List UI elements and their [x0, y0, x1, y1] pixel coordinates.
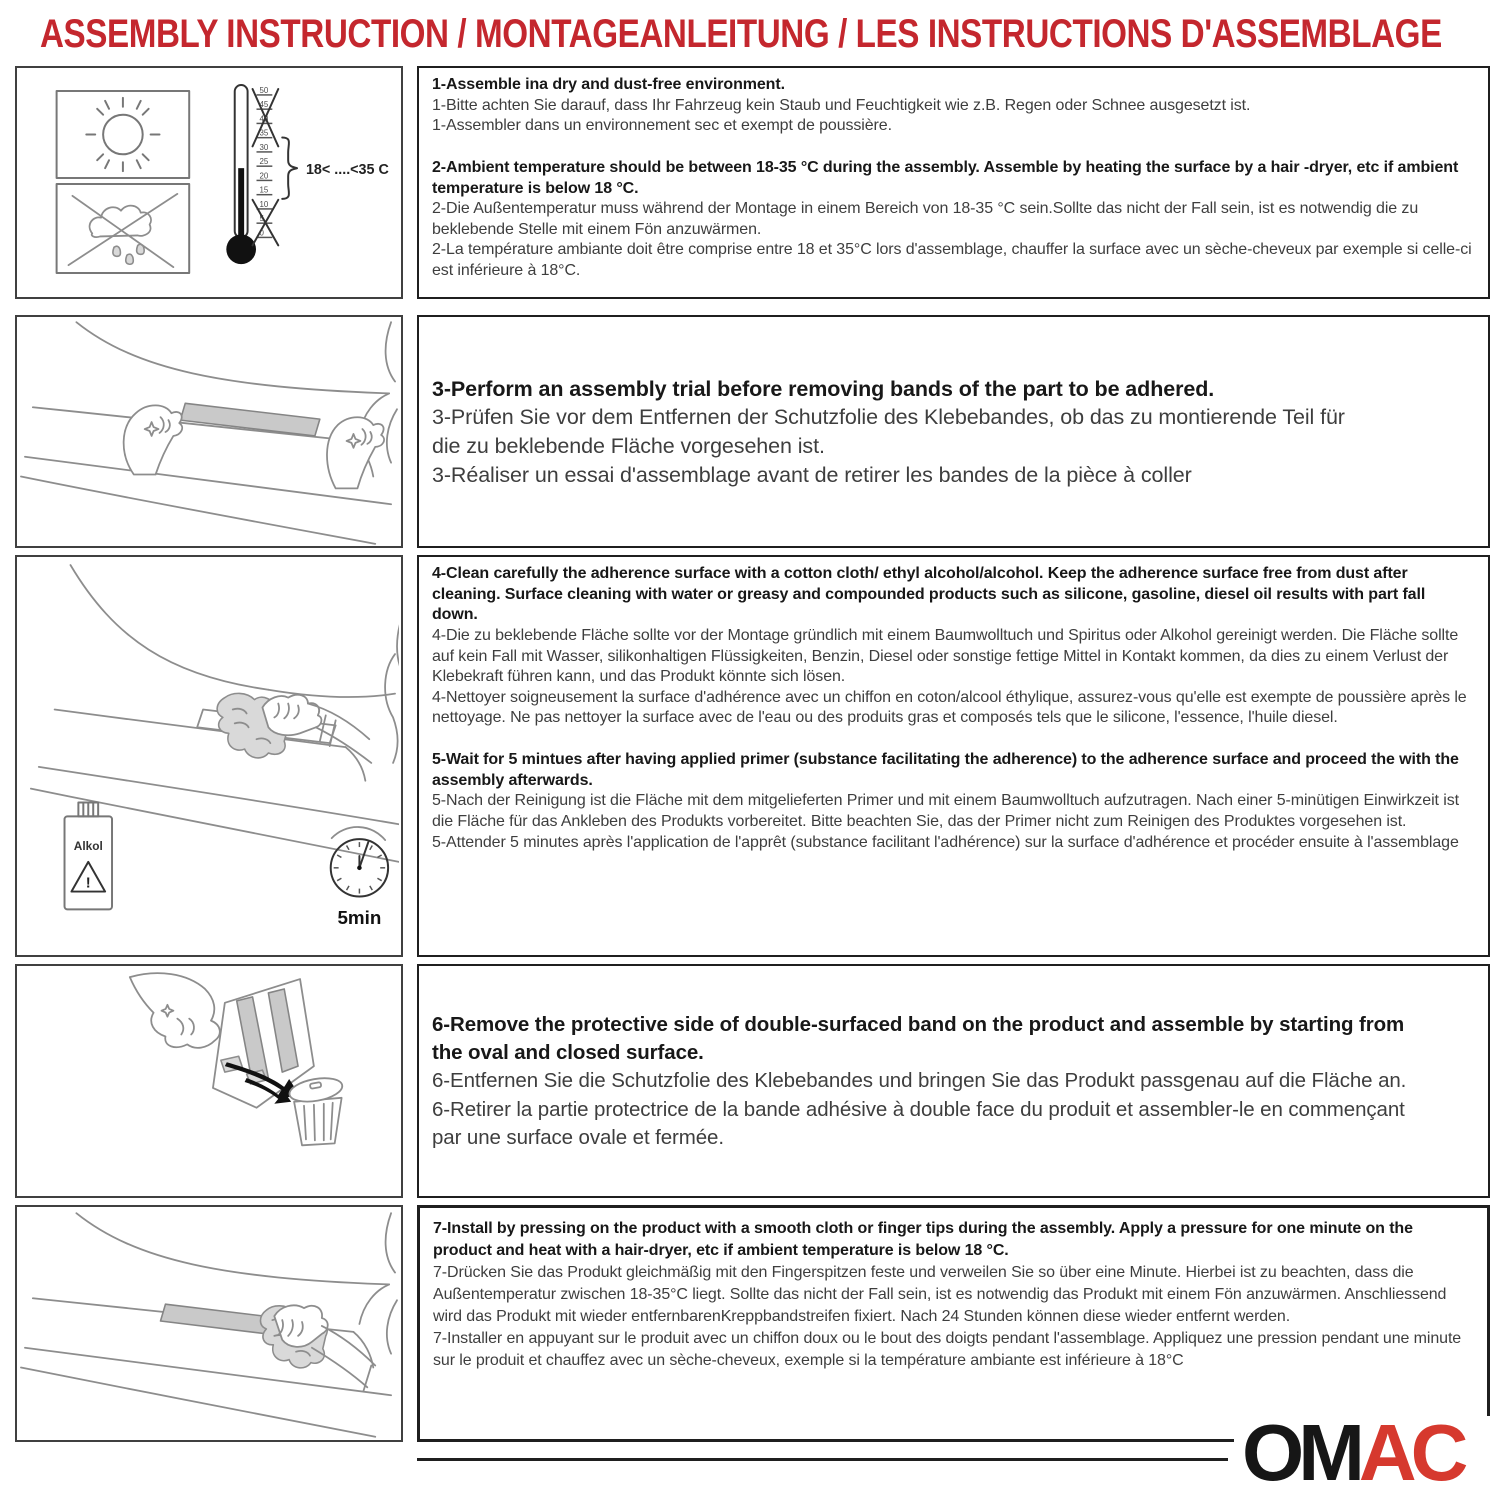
- warning-triangle-icon: [71, 862, 105, 892]
- step-6-textbox: [417, 964, 1490, 1198]
- step-3-textbox: [417, 315, 1490, 548]
- step-1-2-textbox: [417, 66, 1490, 299]
- thermometer-icon: [226, 85, 389, 264]
- svg-text:20: 20: [259, 171, 269, 181]
- omac-logo-black-text: OM: [1242, 1408, 1359, 1497]
- step-4-5-textbox: [417, 555, 1490, 957]
- svg-text:10: 10: [259, 199, 269, 209]
- step-4-text-fr: 4-Nettoyer soigneusement la surface d'adhérence avec un chiffon en coton/alcool éthylique, assurez-vous qu'elle est exempte de poussière après le nettoyage. Ne pas nettoyer la surface avec de l'eau ou des produits gras et composés tels que le silicone, l'essence, l'huile diesel.: [432, 688, 1467, 727]
- svg-text:35: 35: [259, 128, 269, 138]
- bottle-label: Alkol: [73, 839, 103, 854]
- omac-logo: [1234, 1408, 1500, 1506]
- step-5-text-en: 5-Wait for 5 mintues after having applied primer (substance facilitating the adherence) to the adherence surface and proceed the with the assembly afterwards.: [432, 751, 1459, 789]
- clock-icon: [331, 827, 388, 928]
- step-6-text-de: 6-Entfernen Sie die Schutzfolie des Klebebandes und bringen Sie das Produkt passgenau auf die Fläche an.: [432, 1069, 1407, 1093]
- trash-can: [288, 1075, 344, 1146]
- step-7-text-en: 7-Install by pressing on the product with a smooth cloth or finger tips during the assembly. Apply a pressure for one minute on the product and heat with a hair-dryer, etc if ambient temperature is below 18 °C.: [433, 1220, 1413, 1260]
- left-hand: [124, 405, 183, 474]
- step-5-text-de: 5-Nach der Reinigung ist die Fläche mit dem mitgelieferten Primer und mit einem Baumwolltuch aufzutragen. Nach einer 5-minütigen Einwirkzeit ist die Fläche für das Ankleben des Produkts vorbereitet. Bitte beachten Sie, das der Primer nicht zum Reinigen des Produktes vorgesehen ist.: [432, 792, 1459, 830]
- step-4-5-illustration-box: [15, 555, 403, 957]
- instruction-row-1: [15, 66, 1490, 299]
- page-title: ASSEMBLY INSTRUCTION / MONTAGEANLEITUNG / LES INSTRUCTIONS D'ASSEMBLAGE: [40, 12, 1442, 56]
- door-sill-trim-strip: [180, 403, 320, 436]
- step-6-illustration-box: [15, 964, 403, 1198]
- alcohol-bottle: [65, 803, 113, 910]
- remove-band-illustration: [19, 966, 399, 1196]
- step-2-text-fr: 2-La température ambiante doit être comprise entre 18 et 35°C lors d'assemblage, chauffer la surface avec un sèche-cheveux par exemple si celle-ci est inférieure à 18°C.: [432, 241, 1472, 279]
- svg-text:15: 15: [259, 185, 269, 195]
- temp-range-label: 18< ....<35 C: [305, 162, 389, 179]
- svg-text:25: 25: [259, 157, 269, 167]
- svg-text:50: 50: [259, 85, 269, 95]
- step-7-text-de: 7-Drücken Sie das Produkt gleichmäßig mit den Fingerspitzen feste und verweilen Sie so über eine Minute. Hierbei ist zu beachten, dass die Außentemperatur zwischen 18-35°C liegt. Sollte das nicht der Fall sein, ist es notwendig das Produkt mit einem Fön anzuwärmen. Anschliessend wird das Produkt mit wieder entfernbarenKreppbandstreifen fixiert. Nach 24 Stunden können diese wieder entfernt werden.: [433, 1264, 1447, 1326]
- step-3-text-en: 3-Perform an assembly trial before removing bands of the part to be adhered.: [432, 376, 1215, 401]
- step-3-illustration-box: [15, 315, 403, 548]
- step-3-text-de: 3-Prüfen Sie vor dem Entfernen der Schutzfolie des Klebebandes, ob das zu montierende Teil für die zu beklebende Fläche vorgesehen ist.: [432, 405, 1345, 458]
- clock-duration-label: 5min: [337, 907, 382, 929]
- assembly-trial-illustration: [19, 317, 399, 546]
- svg-text:5: 5: [259, 214, 264, 224]
- surface-cleaning-illustration: [19, 557, 399, 955]
- right-hand: [327, 417, 384, 488]
- step-7-illustration-box: [15, 1205, 403, 1442]
- step-2-text-en: 2-Ambient temperature should be between 18-35 °C during the assembly. Assemble by heating the surface by a hair -dryer, etc if ambient temperature is below 18 °C.: [432, 158, 1459, 197]
- svg-text:45: 45: [259, 100, 269, 110]
- sun-icon: [57, 91, 190, 178]
- step-6-text-en: 6-Remove the protective side of double-surfaced band on the product and assemble by starting from the oval and closed surface.: [432, 1013, 1405, 1065]
- svg-text:0: 0: [259, 228, 264, 238]
- no-rain-icon: [57, 184, 190, 273]
- press-product-illustration: [19, 1208, 399, 1439]
- step-2-text-de: 2-Die Außentemperatur muss während der Montage in einem Bereich von 18-35 °C sein.Sollte das nicht der Fall sein, ist es notwendig die zu beklebende Stelle mit einem Fön anzuwärmen.: [432, 200, 1419, 238]
- step-1-2-illustration-box: [15, 66, 403, 299]
- step-7-text-fr: 7-Installer en appuyant sur le produit avec un chiffon doux ou le bout des doigts pendant l'assemblage. Appliquez une pression pendant une minute sur le produit et chauffez avec un sèche-cheveux, exemple si la température ambiante est inférieure à 18°C: [433, 1330, 1462, 1370]
- svg-text:!: !: [85, 875, 91, 892]
- step-4-text-de: 4-Die zu beklebende Fläche sollte vor der Montage gründlich mit einem Baumwolltuch und Spiritus oder Alkohol gereinigt werden. Die Fläche sollte auf kein Fall mit Wasser, silikonhaltigen Flüssigkeiten, Benzin, Diesel oder sonstige fettige Mittel in Kontakt kommen, da dies zu einem Verlust der Klebekraft führen kann, und das Produkt könnte sich lösen.: [432, 626, 1459, 686]
- climate-conditions-illustration: [19, 68, 399, 297]
- range-bracket: [282, 137, 297, 198]
- footer-rule: [417, 1458, 1228, 1461]
- svg-text:40: 40: [259, 114, 269, 124]
- step-4-text-en: 4-Clean carefully the adherence surface with a cotton cloth/ ethyl alcohol/alcohol. Keep the adherence surface free from dust after cleaning. Surface cleaning with water or greasy and compounded products such as silicone, gasoline, diesel oil results with part fall down.: [432, 565, 1426, 624]
- peeling-hand: [130, 973, 220, 1048]
- step-1-text-de: 1-Bitte achten Sie darauf, dass Ihr Fahrzeug kein Staub und Feuchtigkeit wie z.B. Regen oder Schnee ausgesetzt ist.: [432, 96, 1251, 114]
- step-5-text-fr: 5-Attender 5 minutes après l'application de l'apprêt (substance facilitant l'adhérence) sur la surface d'adhérence et procéder ensuite à l'assemblage: [432, 833, 1459, 851]
- instruction-row-2: [15, 315, 1490, 548]
- step-6-text-fr: 6-Retirer la partie protectrice de la bande adhésive à double face du produit et assembler-le en commençant par une surface ovale et fermée.: [432, 1097, 1405, 1149]
- step-3-text-fr: 3-Réaliser un essai d'assemblage avant de retirer les bandes de la pièce à coller: [432, 462, 1192, 487]
- instruction-row-3: [15, 555, 1490, 957]
- svg-text:30: 30: [259, 142, 269, 152]
- instruction-row-5: [15, 1205, 1490, 1442]
- step-1-text-fr: 1-Assembler dans un environnement sec et exempt de poussière.: [432, 117, 892, 135]
- omac-logo-red-text: AC: [1358, 1408, 1463, 1497]
- step-7-textbox: [417, 1205, 1490, 1442]
- step-1-text-en: 1-Assemble ina dry and dust-free environment.: [432, 76, 785, 93]
- instruction-row-4: [15, 964, 1490, 1198]
- crossed-out-ranges: [253, 89, 279, 245]
